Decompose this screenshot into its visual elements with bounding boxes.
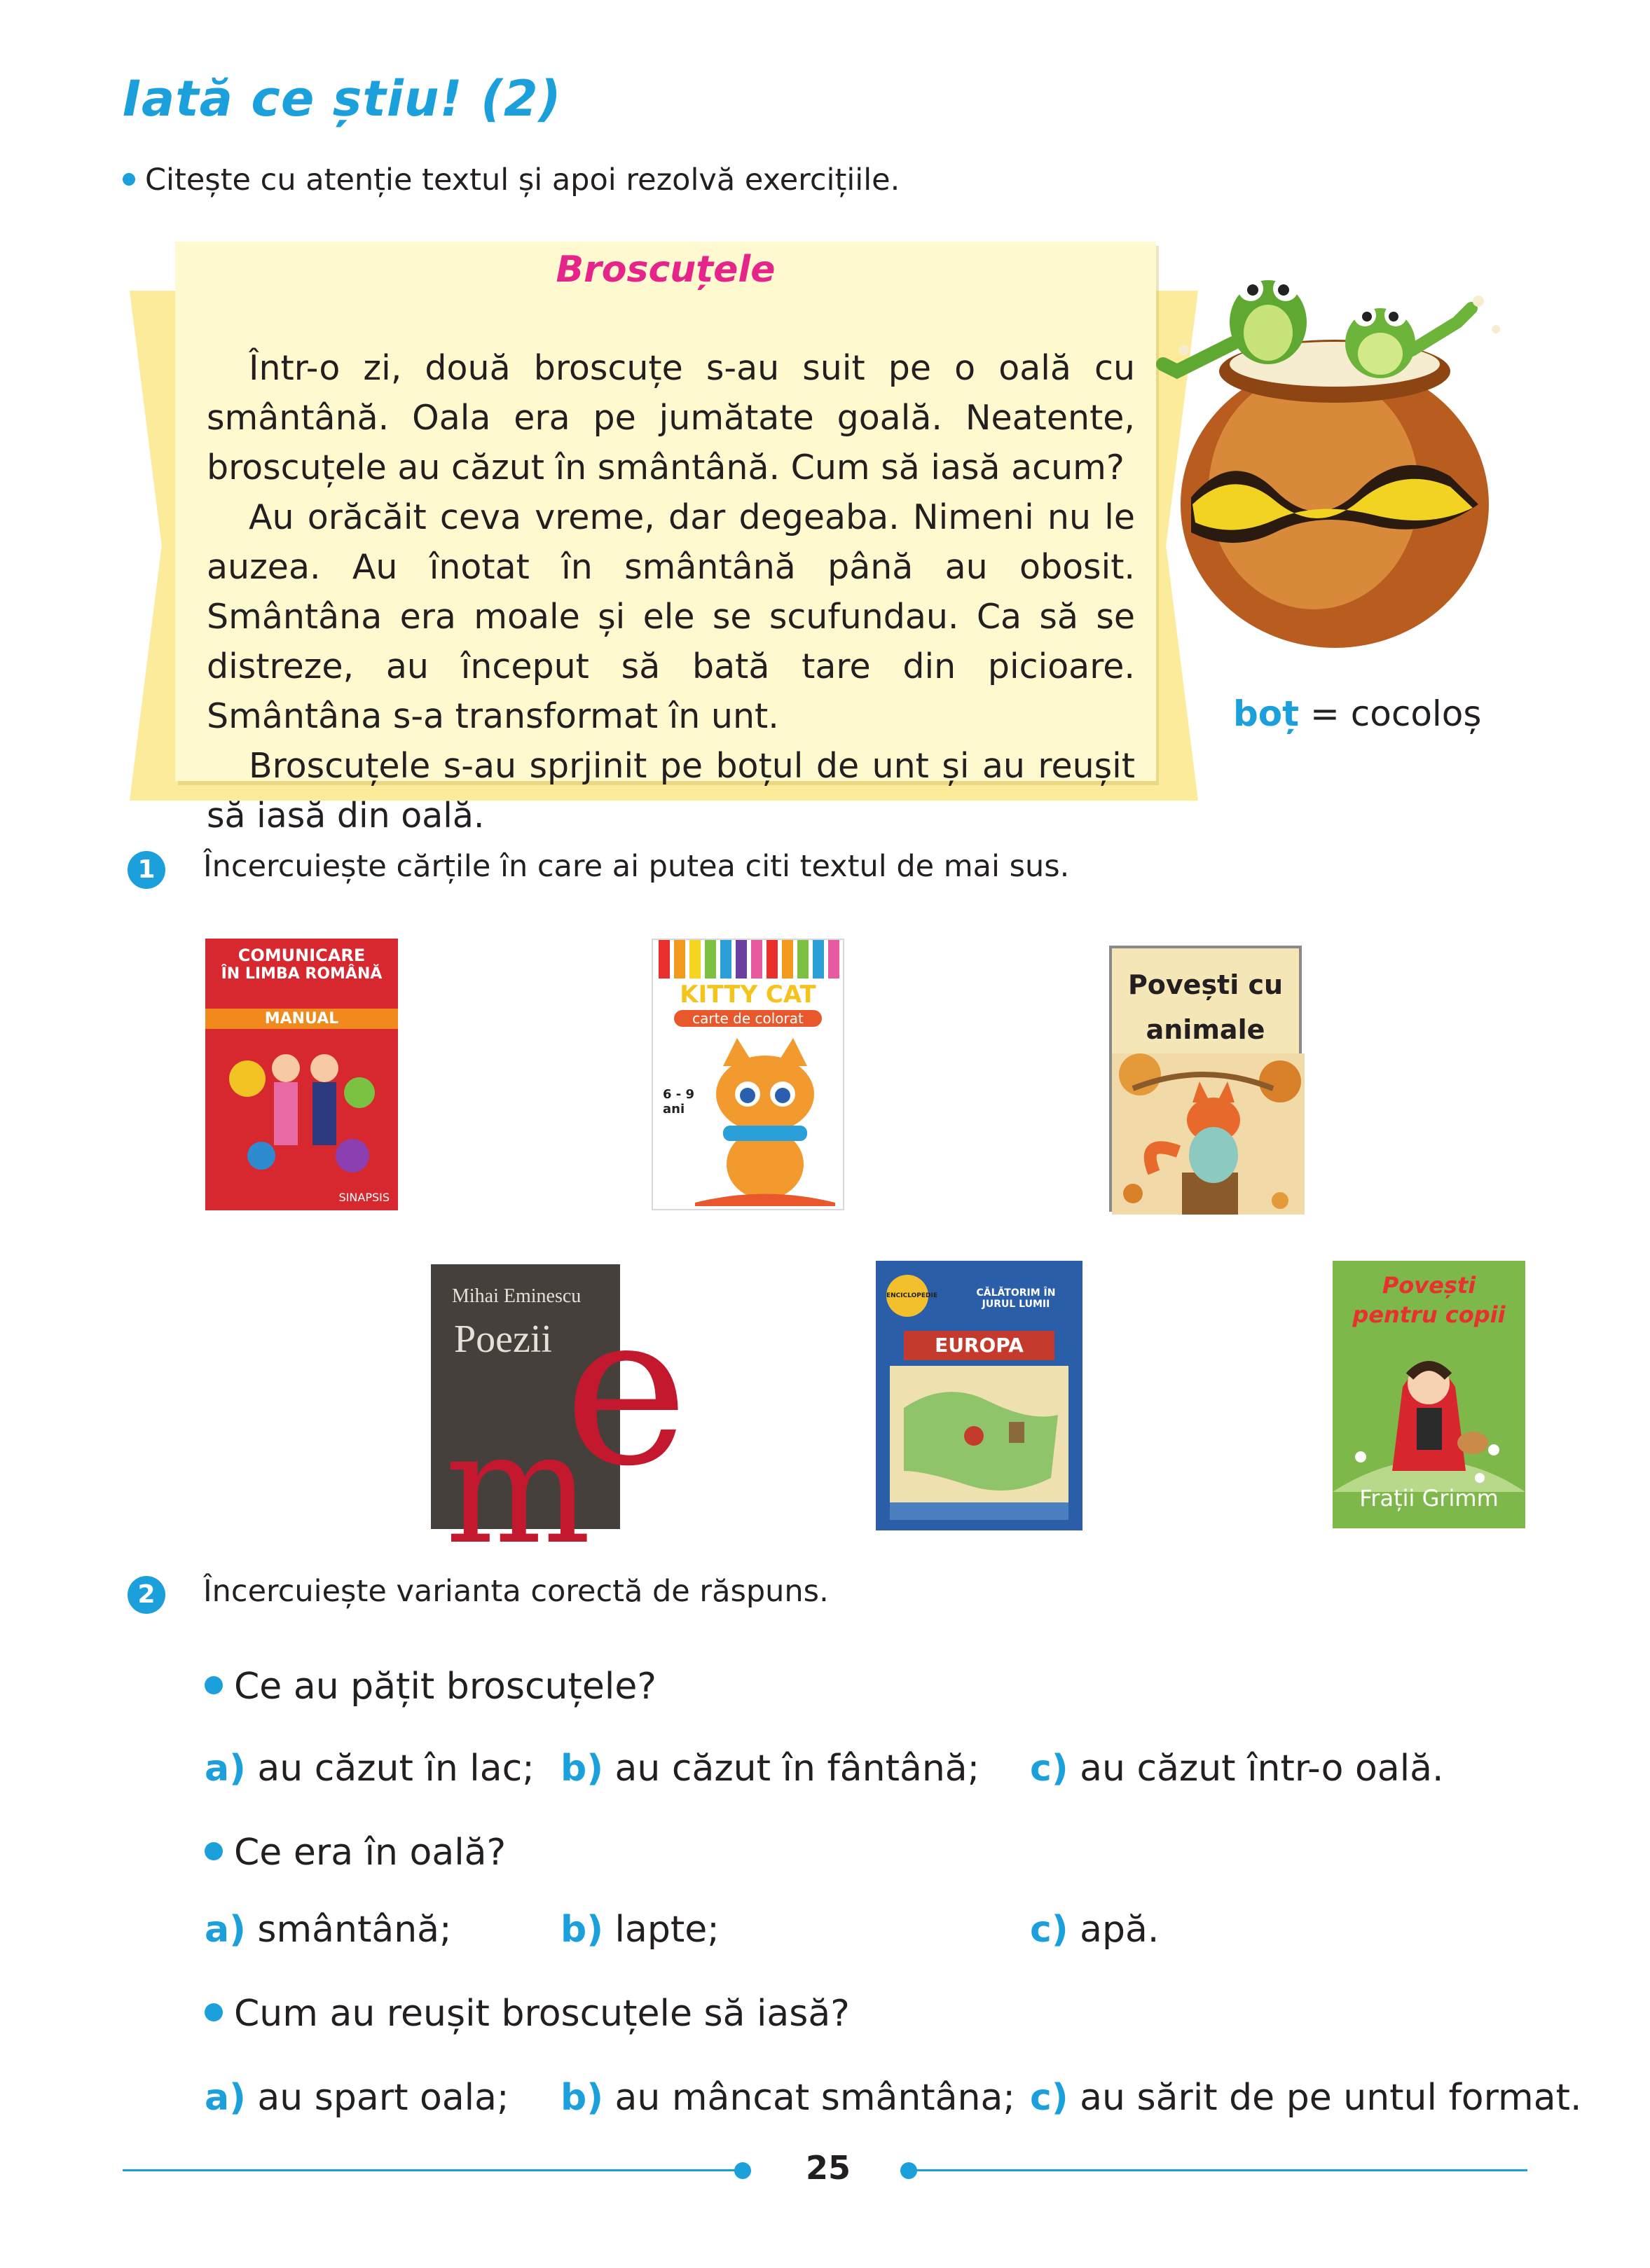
question-1 [205, 1666, 656, 1708]
footer-rule-left [123, 2169, 739, 2171]
book-poems[interactable] [431, 1264, 689, 1578]
book-coloring-title: KITTY CAT [680, 981, 816, 1009]
option-1a[interactable] [205, 1748, 535, 1790]
story-text [207, 343, 1135, 841]
option-letter: a) [205, 1748, 246, 1790]
exercise-1-text: Încercuiește cărțile în care ai putea citi textul de mai sus. [203, 849, 1070, 884]
kitten-illustration [695, 1038, 835, 1206]
bullet-icon [205, 1842, 223, 1860]
red-riding-hood-illustration [1333, 1331, 1525, 1492]
instruction [123, 163, 900, 198]
book-animals-title: Povești cu animale [1127, 969, 1284, 1045]
book-poems-decoration: e [564, 1268, 689, 1512]
question-2 [205, 1832, 506, 1874]
option-text: au căzut într-o oală. [1080, 1748, 1444, 1790]
option-letter: a) [205, 2077, 246, 2119]
option-text: au mâncat smântâna; [614, 2077, 1015, 2119]
gloss-definition: = cocoloș [1309, 693, 1482, 734]
book-europe-top: CĂLĂTORIM ÎN JURUL LUMII [976, 1287, 1056, 1310]
gloss [1233, 693, 1481, 734]
book-poems-title: Poezii [454, 1318, 552, 1361]
option-2a[interactable] [205, 1909, 452, 1951]
option-3c[interactable] [1030, 2077, 1582, 2119]
book-coloring[interactable] [652, 939, 844, 1210]
book-manual[interactable] [205, 939, 398, 1210]
question-text: Ce au pățit broscuțele? [234, 1666, 656, 1708]
question-3 [205, 1993, 850, 2035]
footer-rule-right [911, 2169, 1527, 2171]
book-grimm-author: Frații Grimm [1359, 1485, 1499, 1512]
book-europe-banner: EUROPA [904, 1331, 1054, 1360]
bullet-icon [205, 1676, 223, 1694]
book-europe[interactable] [876, 1261, 1082, 1530]
option-text: au sărit de pe untul format. [1080, 2077, 1582, 2119]
story-title: Broscuțele [556, 249, 776, 291]
option-letter: c) [1030, 2077, 1068, 2119]
book-manual-line2: ÎN LIMBA ROMÂNĂ [221, 965, 383, 983]
exercise-2-text: Încercuiește varianta corectă de răspuns. [203, 1574, 829, 1609]
option-2b[interactable] [561, 1909, 720, 1951]
option-letter: c) [1030, 1748, 1068, 1790]
option-1b[interactable] [561, 1748, 979, 1790]
page-title: Iată ce știu! (2) [123, 70, 562, 127]
option-1c[interactable] [1030, 1748, 1444, 1790]
fox-illustration [1112, 1053, 1305, 1215]
option-text: lapte; [614, 1909, 720, 1951]
crayons-decoration [653, 940, 846, 982]
option-text: apă. [1080, 1909, 1160, 1951]
footer-dot-left [734, 2162, 751, 2179]
option-text: au căzut în lac; [257, 1748, 535, 1790]
book-animals[interactable] [1109, 946, 1302, 1212]
europe-map-illustration [890, 1366, 1068, 1520]
frogs-pot-illustration [1149, 266, 1541, 644]
exercise-number-1: 1 [128, 851, 165, 889]
book-manual-illustration [219, 1037, 384, 1191]
option-letter: b) [561, 1909, 603, 1951]
story-paragraph: Au orăcăit ceva vreme, dar degeaba. Nimeni nu le auzea. Au înotat în smântână până au obosit. Smântâna era moale și ele se scufundau. Ca să se distreze, au început să bată tare din picioare. Smântâna s-a transformat în unt. [207, 497, 1135, 736]
book-manual-line3: MANUAL [205, 1009, 398, 1029]
book-europe-badge: ENCICLOPEDIE [886, 1275, 928, 1317]
option-letter: b) [561, 1748, 603, 1790]
option-3b[interactable] [561, 2077, 1015, 2119]
option-2c[interactable] [1030, 1909, 1159, 1951]
book-coloring-age: 6 - 9 ani [663, 1087, 695, 1116]
instruction-text: Citește cu atenție textul și apoi rezolvă exercițiile. [145, 163, 900, 198]
book-grimm[interactable] [1333, 1261, 1525, 1528]
option-letter: a) [205, 1909, 246, 1951]
question-text: Ce era în oală? [234, 1832, 507, 1874]
option-text: au căzut în fântână; [614, 1748, 980, 1790]
option-letter: b) [561, 2077, 603, 2119]
exercise-number-2: 2 [128, 1576, 165, 1614]
story-paragraph: Broscuțele s-au sprjinit pe boțul de unt și au reușit să iasă din oală. [207, 746, 1135, 836]
bullet-icon [123, 173, 135, 186]
book-poems-decoration-2: m [445, 1399, 591, 1578]
book-coloring-subtitle: carte de colorat [674, 1010, 822, 1027]
book-poems-author: Mihai Eminescu [452, 1285, 582, 1307]
book-manual-publisher: SINAPSIS [338, 1191, 390, 1204]
story-paragraph: Într-o zi, două broscuțe s-au suit pe o oală cu smântână. Oala era pe jumătate goală. Neatente, broscuțele au căzut în smântână. Cum să iasă acum? [207, 348, 1135, 488]
gloss-word: boț [1233, 693, 1300, 734]
book-manual-line1: COMUNICARE [238, 946, 366, 965]
option-text: au spart oala; [257, 2077, 509, 2119]
page-number: 25 [806, 2149, 851, 2187]
bullet-icon [205, 2003, 223, 2021]
question-text: Cum au reușit broscuțele să iasă? [234, 1993, 850, 2035]
option-text: smântână; [257, 1909, 452, 1951]
option-3a[interactable] [205, 2077, 509, 2119]
book-grimm-title: Povești pentru copii [1352, 1272, 1506, 1328]
option-letter: c) [1030, 1909, 1068, 1951]
